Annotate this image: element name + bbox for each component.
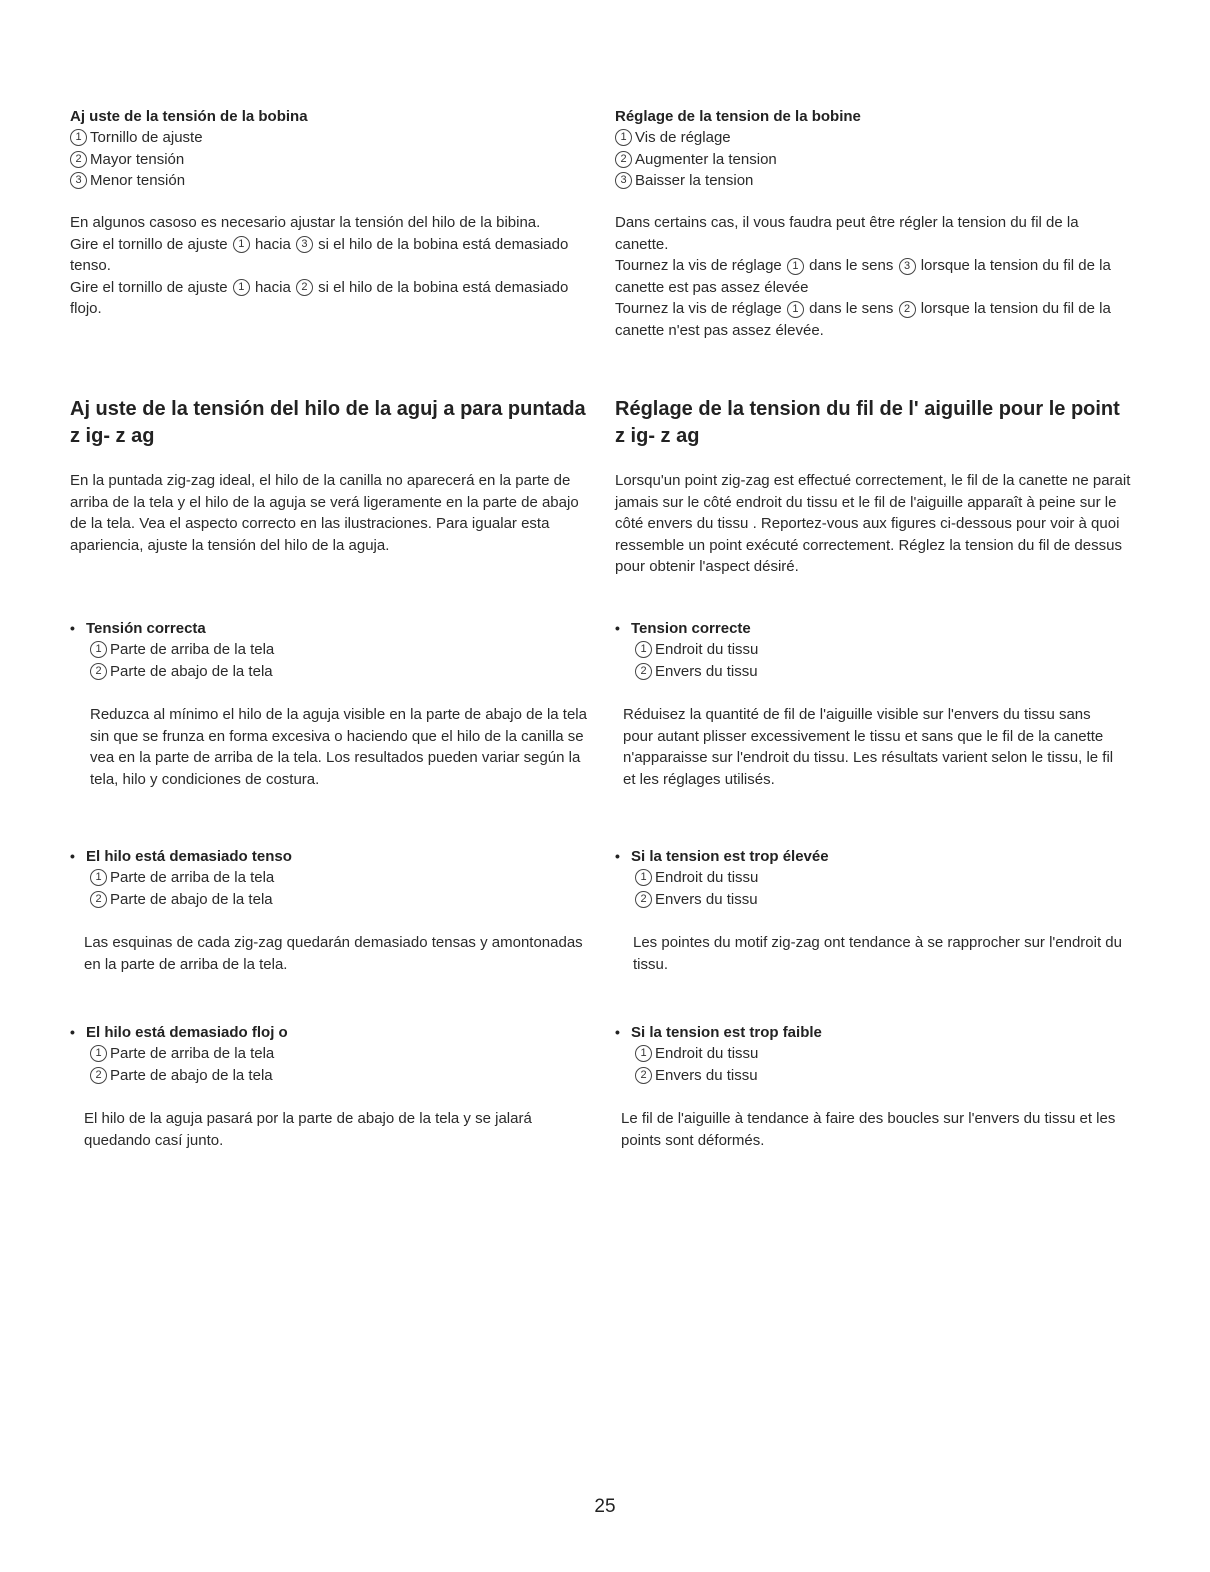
list-item: 2 Parte de abajo de la tela (70, 889, 590, 911)
too-loose-es (70, 1022, 590, 1086)
number-3-marker: 3 (70, 172, 87, 189)
bobbin-instruction-tight-fr: Tournez la vis de réglage 1 dans le sens 3 lorsque la tension du fil de la canette est pas assez élevée (615, 257, 1111, 296)
zigzag-heading-fr: Réglage de la tension du fil de l' aiguille pour le point z ig- z ag (615, 398, 1120, 447)
number-2-marker: 2 (90, 1067, 107, 1084)
zigzag-heading-es: Aj uste de la tensión del hilo de la aguj a para puntada z ig- z ag (70, 398, 586, 447)
bobbin-heading-fr: Réglage de la tension de la bobine (615, 108, 861, 125)
number-1-marker: 1 (70, 129, 87, 146)
bobbin-instruction-tight-es: Gire el tornillo de ajuste 1 hacia 3 si el hilo de la bobina está demasiado tenso. (70, 235, 569, 274)
number-2-marker: 2 (90, 891, 107, 908)
number-2-marker: 2 (296, 279, 313, 296)
too-tight-text-fr: Les pointes du motif zig-zag ont tendance à se rapprocher sur l'endroit du tissu. (633, 934, 1122, 973)
number-2-marker: 2 (635, 891, 652, 908)
number-3-marker: 3 (615, 172, 632, 189)
number-1-marker: 1 (787, 301, 804, 318)
bobbin-instruction-loose-fr: Tournez la vis de réglage 1 dans le sens 2 lorsque la tension du fil de la canette n'est pas assez élevée. (615, 300, 1111, 339)
list-item: 2 Augmenter la tension (615, 149, 1135, 171)
correct-tension-text-es: Reduzca al mínimo el hilo de la aguja visible en la parte de abajo de la tela sin que se frunza en forma excesiva o haciendo que el hilo de la canilla se vea en la parte de arriba de la tela. Los resultados pueden variar según la tela, hilo y condiciones de costura. (90, 706, 587, 788)
number-1-marker: 1 (90, 1045, 107, 1062)
too-loose-heading-es: • El hilo está demasiado floj o (70, 1024, 288, 1041)
list-item: 1 Endroit du tissu (615, 867, 1135, 889)
list-item: 2 Envers du tissu (615, 661, 1135, 683)
number-1-marker: 1 (233, 236, 250, 253)
correct-tension-heading-es: • Tensión correcta (70, 620, 206, 637)
bobbin-section-es (70, 106, 590, 192)
number-1-marker: 1 (635, 641, 652, 658)
too-tight-heading-fr: • Si la tension est trop élevée (615, 848, 829, 865)
list-item: 1 Vis de réglage (615, 127, 1135, 149)
list-item: 1 Parte de arriba de la tela (70, 1043, 590, 1065)
number-1-marker: 1 (787, 258, 804, 275)
number-1-marker: 1 (635, 1045, 652, 1062)
number-3-marker: 3 (899, 258, 916, 275)
number-1-marker: 1 (615, 129, 632, 146)
list-item: 2 Parte de abajo de la tela (70, 1065, 590, 1087)
number-2-marker: 2 (615, 151, 632, 168)
list-item: 2 Envers du tissu (615, 889, 1135, 911)
bobbin-heading-es: Aj uste de la tensión de la bobina (70, 108, 308, 125)
list-item: 1 Tornillo de ajuste (70, 127, 590, 149)
bullet-marker: • (615, 620, 620, 636)
too-tight-fr (615, 846, 1135, 910)
list-item: 2 Mayor tensión (70, 149, 590, 171)
number-1-marker: 1 (233, 279, 250, 296)
bobbin-text-fr (615, 212, 1135, 341)
number-2-marker: 2 (635, 1067, 652, 1084)
list-item: 2 Parte de abajo de la tela (70, 661, 590, 683)
bullet-marker: • (615, 848, 620, 864)
list-item: 3 Menor tensión (70, 170, 590, 192)
correct-tension-es (70, 618, 590, 682)
list-item: 1 Endroit du tissu (615, 1043, 1135, 1065)
too-loose-text-es: El hilo de la aguja pasará por la parte de abajo de la tela y se jalará quedando casí junto. (84, 1110, 532, 1149)
bullet-marker: • (70, 848, 75, 864)
list-item: 1 Endroit du tissu (615, 639, 1135, 661)
too-loose-text-fr: Le fil de l'aiguille à tendance à faire des boucles sur l'envers du tissu et les points sont déformés. (621, 1110, 1116, 1149)
page-number: 25 (594, 1496, 616, 1517)
number-2-marker: 2 (90, 663, 107, 680)
correct-tension-fr (615, 618, 1135, 682)
too-loose-fr (615, 1022, 1135, 1086)
correct-tension-text-fr: Réduisez la quantité de fil de l'aiguille visible sur l'envers du tissu sans pour autant plisser excessivement le tissu et sans que le fil de la canette n'apparaisse sur l'endroit du tissu. Les résultats varient selon le tissu, le fil et les réglages utilisés. (623, 706, 1114, 788)
bobbin-instruction-loose-es: Gire el tornillo de ajuste 1 hacia 2 si el hilo de la bobina está demasiado flojo. (70, 278, 569, 317)
zigzag-section-fr (615, 396, 1135, 450)
list-item: 3 Baisser la tension (615, 170, 1135, 192)
number-2-marker: 2 (635, 663, 652, 680)
bullet-marker: • (70, 1024, 75, 1040)
bullet-marker: • (615, 1024, 620, 1040)
too-tight-es (70, 846, 590, 910)
list-item: 1 Parte de arriba de la tela (70, 867, 590, 889)
too-tight-text-es: Las esquinas de cada zig-zag quedarán demasiado tensas y amontonadas en la parte de arriba de la tela. (84, 934, 583, 973)
number-1-marker: 1 (635, 869, 652, 886)
zigzag-intro-es: En la puntada zig-zag ideal, el hilo de la canilla no aparecerá en la parte de arriba de la tela y el hilo de la aguja se verá ligeramente en la parte de abajo de la tela. Vea el aspecto correcto en las ilustraciones. Para igualar esta apariencia, ajuste la tensión del hilo de la aguja. (70, 472, 579, 554)
number-1-marker: 1 (90, 869, 107, 886)
too-loose-heading-fr: • Si la tension est trop faible (615, 1024, 822, 1041)
correct-tension-heading-fr: • Tension correcte (615, 620, 751, 637)
bobbin-intro-fr: Dans certains cas, il vous faudra peut être régler la tension du fil de la canette. (615, 214, 1079, 253)
zigzag-intro-fr: Lorsqu'un point zig-zag est effectué correctement, le fil de la canette ne parait jamais sur le côté endroit du tissu et le fil de l'aiguille apparaît à peine sur le côté envers du tissu . Reportez-vous aux figures ci-dessous pour voir à quoi ressemble un point exécuté correctement. Réglez la tension du fil de dessus pour obtenir l'aspect désiré. (615, 472, 1131, 575)
bobbin-text-es (70, 212, 590, 320)
number-2-marker: 2 (899, 301, 916, 318)
too-tight-heading-es: • El hilo está demasiado tenso (70, 848, 292, 865)
zigzag-section-es (70, 396, 590, 450)
list-item: 2 Envers du tissu (615, 1065, 1135, 1087)
number-2-marker: 2 (70, 151, 87, 168)
number-3-marker: 3 (296, 236, 313, 253)
bullet-marker: • (70, 620, 75, 636)
number-1-marker: 1 (90, 641, 107, 658)
bobbin-section-fr (615, 106, 1135, 192)
list-item: 1 Parte de arriba de la tela (70, 639, 590, 661)
bobbin-intro-es: En algunos casoso es necesario ajustar la tensión del hilo de la bibina. (70, 214, 541, 231)
